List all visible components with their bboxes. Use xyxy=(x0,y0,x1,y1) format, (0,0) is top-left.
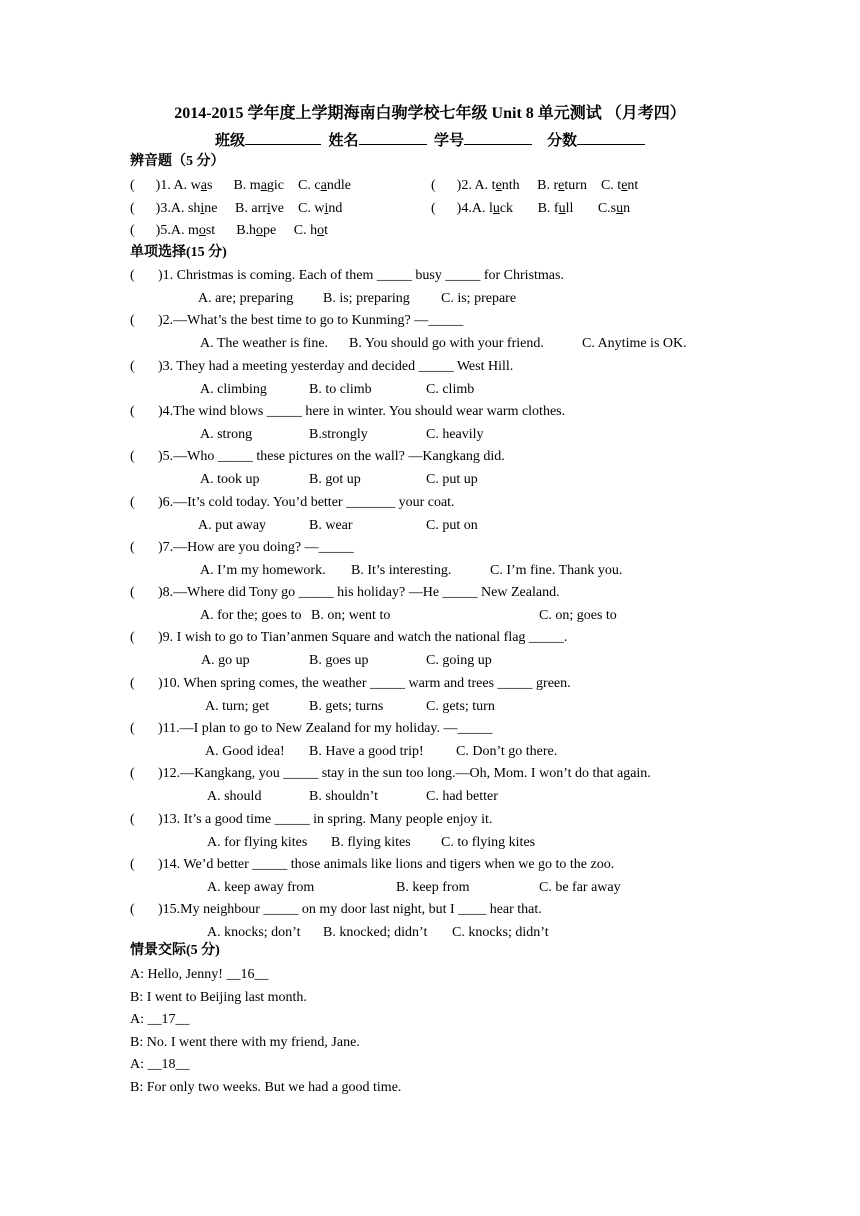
answer-paren[interactable]: ( xyxy=(130,404,135,419)
option-c: C. heavily xyxy=(426,427,484,442)
answer-paren[interactable]: ( xyxy=(130,313,135,328)
dialogue-line xyxy=(130,1010,190,1030)
question-text: )4.The wind blows _____ here in winter. You should wear warm clothes. xyxy=(158,404,566,419)
question-text: )9. I wish to go to Tian’anmen Square and watch the national flag _____. xyxy=(158,630,568,645)
question-text: )10. When spring comes, the weather _____ warm and trees _____ green. xyxy=(158,676,571,691)
answer-paren[interactable]: ( xyxy=(130,540,135,555)
question-text: )2.—What’s the best time to go to Kunming? —_____ xyxy=(158,313,464,328)
option-b: B. got up xyxy=(309,472,361,487)
option-b: B. You should go with your friend. xyxy=(349,336,544,351)
dialogue-line xyxy=(130,1033,360,1053)
option-c: C. Don’t go there. xyxy=(456,744,558,759)
option-b: B. Have a good trip! xyxy=(309,744,424,759)
answer-paren[interactable]: ( xyxy=(130,630,135,645)
question-text: )13. It’s a good time _____ in spring. Many people enjoy it. xyxy=(158,812,493,827)
question-text: )7.—How are you doing? —_____ xyxy=(158,540,354,555)
section-title-dialogue: 情景交际(5 分) xyxy=(130,943,220,958)
option-a: A. for flying kites xyxy=(207,835,308,850)
question-text: )11.—I plan to go to New Zealand for my holiday. —_____ xyxy=(158,721,493,736)
option-b: B. on; went to xyxy=(311,608,391,623)
option-a: A. The weather is fine. xyxy=(200,336,329,351)
option-c: C. knocks; didn’t xyxy=(452,925,549,940)
question-text: )12.—Kangkang, you _____ stay in the sun too long.—Oh, Mom. I won’t do that again. xyxy=(158,766,651,781)
dialogue-blank[interactable]: __17__ xyxy=(147,1012,190,1027)
answer-paren[interactable]: ( xyxy=(130,857,135,872)
option-a: A. Good idea! xyxy=(205,744,285,759)
answer-paren[interactable]: ( xyxy=(130,721,135,736)
option-c: C. climb xyxy=(426,382,475,397)
option-a: A. put away xyxy=(198,518,267,533)
option-b: B. is; preparing xyxy=(323,291,410,306)
dialogue-line xyxy=(130,1055,190,1075)
question-text: )14. We’d better _____ those animals like lions and tigers when we go to the zoo. xyxy=(158,857,615,872)
dialogue-text: A: xyxy=(130,1012,148,1027)
option-a: A. should xyxy=(207,789,262,804)
option-b: B. to climb xyxy=(309,382,372,397)
dialogue-line xyxy=(130,988,307,1008)
option-b: B. flying kites xyxy=(331,835,411,850)
question-text: )3. They had a meeting yesterday and decided _____ West Hill. xyxy=(158,359,514,374)
number-blank[interactable] xyxy=(464,130,532,145)
option-b: B. shouldn’t xyxy=(309,789,378,804)
dialogue-text: A: Hello, Jenny! xyxy=(130,967,227,982)
answer-paren[interactable]: ( xyxy=(130,585,135,600)
phonetic-q3: ( )3.A. shine B. arrive C. wind xyxy=(130,201,343,216)
dialogue-blank[interactable]: __16__ xyxy=(226,967,269,982)
question-text: )1. Christmas is coming. Each of them _____ busy _____ for Christmas. xyxy=(158,268,564,283)
option-a: A. knocks; don’t xyxy=(207,925,301,940)
answer-paren[interactable]: ( xyxy=(130,676,135,691)
dialogue-blank[interactable]: __18__ xyxy=(147,1057,190,1072)
score-label: 分数 xyxy=(547,133,578,149)
option-b: B. It’s interesting. xyxy=(351,563,452,578)
option-b: B. wear xyxy=(309,518,353,533)
dialogue-text: A: xyxy=(130,1057,148,1072)
option-c: C. put on xyxy=(426,518,478,533)
question-text: )8.—Where did Tony go _____ his holiday? —He _____ New Zealand. xyxy=(158,585,560,600)
option-c: C. gets; turn xyxy=(426,699,495,714)
option-c: C. Anytime is OK. xyxy=(582,336,687,351)
option-a: A. turn; get xyxy=(205,699,270,714)
answer-paren[interactable]: ( xyxy=(130,812,135,827)
name-label: 姓名 xyxy=(328,133,359,149)
answer-paren[interactable]: ( xyxy=(130,495,135,510)
student-info-line xyxy=(0,130,860,151)
option-b: B.strongly xyxy=(309,427,368,442)
answer-paren[interactable]: ( xyxy=(130,359,135,374)
dialogue-text: B: I went to Beijing last month. xyxy=(130,990,307,1005)
dialogue-line xyxy=(130,1078,401,1098)
option-b: B. goes up xyxy=(309,653,369,668)
option-a: A. I’m my homework. xyxy=(200,563,326,578)
dialogue-line xyxy=(130,965,268,985)
option-b: B. knocked; didn’t xyxy=(323,925,428,940)
option-a: A. for the; goes to xyxy=(200,608,302,623)
score-blank[interactable] xyxy=(577,130,645,145)
option-a: A. took up xyxy=(200,472,260,487)
option-c: C. be far away xyxy=(539,880,621,895)
question-text: )6.—It’s cold today. You’d better _______ your coat. xyxy=(158,495,455,510)
question-text: )5.—Who _____ these pictures on the wall? —Kangkang did. xyxy=(158,449,505,464)
class-blank[interactable] xyxy=(245,130,321,145)
option-a: A. are; preparing xyxy=(198,291,294,306)
option-a: A. go up xyxy=(201,653,250,668)
option-a: A. keep away from xyxy=(207,880,315,895)
answer-paren[interactable]: ( xyxy=(130,766,135,781)
answer-paren[interactable]: ( xyxy=(130,902,135,917)
option-c: C. I’m fine. Thank you. xyxy=(490,563,623,578)
phonetic-q4: ( )4.A. luck B. full C.sun xyxy=(431,201,631,216)
dialogue-text: B: For only two weeks. But we had a good time. xyxy=(130,1080,402,1095)
option-b: B. keep from xyxy=(396,880,470,895)
option-c: C. put up xyxy=(426,472,478,487)
option-a: A. strong xyxy=(200,427,253,442)
phonetic-q2: ( )2. A. tenth B. return C. tent xyxy=(431,178,639,193)
page-title: 2014-2015 学年度上学期海南白驹学校七年级 Unit 8 单元测试 （月考四） xyxy=(174,105,686,122)
question-text: )15.My neighbour _____ on my door last night, but I ____ hear that. xyxy=(158,902,542,917)
option-c: C. had better xyxy=(426,789,498,804)
name-blank[interactable] xyxy=(359,130,427,145)
number-label: 学号 xyxy=(434,133,465,149)
answer-paren[interactable]: ( xyxy=(130,449,135,464)
option-c: C. going up xyxy=(426,653,492,668)
section-title-phonetics: 辨音题（5 分） xyxy=(130,154,225,169)
phonetic-q1: ( )1. A. was B. magic C. candle xyxy=(130,178,351,193)
answer-paren[interactable]: ( xyxy=(130,268,135,283)
option-c: C. on; goes to xyxy=(539,608,617,623)
section-title-single-choice: 单项选择(15 分) xyxy=(130,245,227,260)
class-label: 班级 xyxy=(214,133,245,149)
option-c: C. is; prepare xyxy=(441,291,517,306)
option-c: C. to flying kites xyxy=(441,835,536,850)
dialogue-text: B: No. I went there with my friend, Jane. xyxy=(130,1035,360,1050)
option-b: B. gets; turns xyxy=(309,699,384,714)
option-a: A. climbing xyxy=(200,382,267,397)
phonetic-q5: ( )5.A. most B.hope C. hot xyxy=(130,223,328,238)
